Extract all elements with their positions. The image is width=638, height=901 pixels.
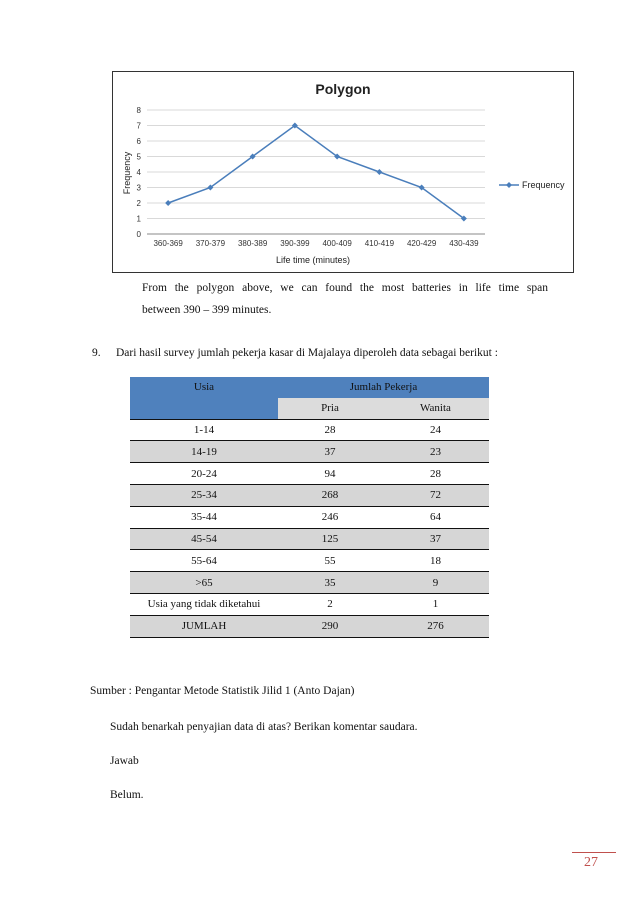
cell-wanita: 64 [382,506,489,528]
caption-line-1: From the polygon above, we can found the most batteries in life time span [142,282,548,294]
x-tick-label: 360-369 [153,239,183,248]
cell-wanita: 1 [382,593,489,615]
answer-text: Belum. [110,789,144,801]
table-row [130,506,489,528]
table-row [130,419,489,441]
x-tick-label: 400-409 [322,239,352,248]
table-total-row [130,615,489,637]
y-tick-label: 3 [136,183,141,193]
cell-wanita: 276 [382,615,489,637]
table-subheader-row [130,398,489,419]
cell-pria: 35 [278,572,382,594]
x-tick-label: 390-399 [280,239,310,248]
table-row [130,463,489,485]
table-row [130,593,489,615]
chart-gridlines [147,110,485,234]
cell-usia: Usia yang tidak diketahui [130,593,278,615]
table-header-row [130,377,489,398]
cell-pria: 94 [278,463,382,485]
cell-usia: 20-24 [130,463,278,485]
chart-x-ticks [153,239,479,248]
cell-usia: 25-34 [130,484,278,506]
table-row [130,572,489,594]
header-jumlah-pekerja: Jumlah Pekerja [278,377,489,398]
table-row [130,484,489,506]
cell-wanita: 24 [382,419,489,441]
page-number: 27 [584,855,598,870]
y-tick-label: 4 [136,168,141,177]
legend-marker-icon [506,182,512,188]
cell-usia: >65 [130,572,278,594]
x-tick-label: 430-439 [449,239,479,248]
cell-pria: 290 [278,615,382,637]
question-number: 9. [92,347,101,359]
cell-wanita: 28 [382,463,489,485]
cell-pria: 246 [278,506,382,528]
y-tick-label: 0 [136,230,141,239]
chart-x-axis-label: Life time (minutes) [275,255,351,265]
legend-label: Frequency [522,180,565,190]
cell-wanita: 9 [382,572,489,594]
cell-usia: JUMLAH [130,615,278,637]
y-tick-label: 2 [136,199,141,208]
header-usia: Usia [130,377,278,398]
data-point [376,169,382,175]
answer-label: Jawab [110,755,139,767]
x-tick-label: 420-429 [406,239,437,248]
cell-pria: 55 [278,550,382,572]
table-row [130,441,489,463]
chart-legend [499,180,565,190]
y-tick-label: 6 [136,137,141,146]
cell-usia: 45-54 [130,528,278,550]
cell-wanita: 23 [382,441,489,463]
y-tick-label: 7 [136,121,141,131]
cell-pria: 125 [278,528,382,550]
x-tick-label: 370-379 [195,239,226,248]
x-tick-label: 410-419 [364,239,395,248]
cell-usia: 35-44 [130,506,278,528]
table-row [130,528,489,550]
cell-wanita: 72 [382,484,489,506]
y-tick-label: 1 [136,214,141,224]
cell-pria: 268 [278,484,382,506]
header-wanita: Wanita [382,398,489,419]
cell-wanita: 37 [382,528,489,550]
table-row [130,550,489,572]
cell-pria: 37 [278,441,382,463]
x-tick-label: 380-389 [237,239,268,248]
caption-line-2: between 390 – 399 minutes. [142,304,272,316]
polygon-chart-svg [113,72,573,272]
cell-pria: 2 [278,593,382,615]
chart-title: Polygon [315,81,371,97]
cell-usia: 55-64 [130,550,278,572]
question-text: Dari hasil survey jumlah pekerja kasar di Majalaya diperoleh data sebagai berikut : [116,347,498,359]
cell-usia: 1-14 [130,419,278,441]
y-tick-label: 8 [136,106,141,115]
source-line: Sumber : Pengantar Metode Statistik Jilid 1 (Anto Dajan) [90,685,355,697]
header-pria: Pria [278,398,382,419]
polygon-chart [112,71,574,273]
data-point [165,200,171,206]
cell-pria: 28 [278,419,382,441]
cell-usia: 14-19 [130,441,278,463]
page-number-rule [572,852,616,853]
cell-wanita: 18 [382,550,489,572]
y-tick-label: 5 [136,152,141,162]
prompt-line: Sudah benarkah penyajian data di atas? Berikan komentar saudara. [110,721,418,733]
header-usia-blank [130,398,278,419]
chart-y-ticks [137,106,142,239]
data-table [130,377,489,638]
chart-y-axis-label: Frequency [122,151,132,195]
